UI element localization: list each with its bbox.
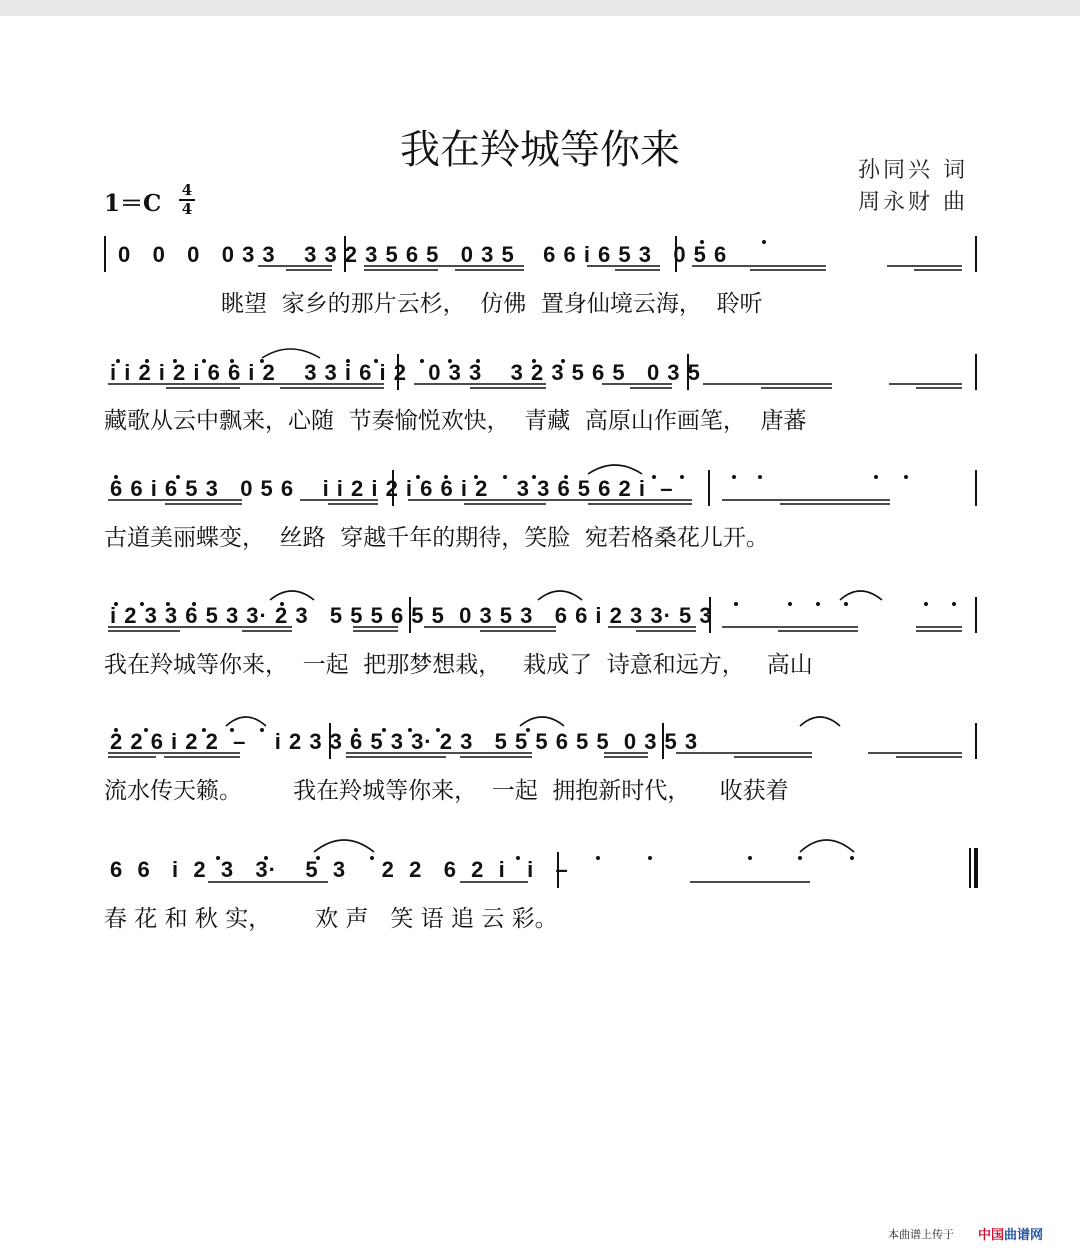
lyrics-line-5: 流水传天籁。 我在羚城等你来， 一起 拥抱新时代， 收获着 [104, 778, 789, 804]
notation-line-1: 0 0 0 0 3 3 3 3 2 3 5 6 5 0 3 5 6 6 i 6 5 3 0 5 6 [118, 242, 728, 267]
site-logo-part-a: 中国 [978, 1228, 1005, 1243]
notation-line-5: 2 2 6 i 2 2 – i 2 3 3 6 5 3 3· 2 3 5 5 5 6 5 5 0 3 5 3 [110, 729, 699, 754]
lyrics-line-1: 眺望 家乡的那片云杉， 仿佛 置身仙境云海， 聆听 [104, 291, 763, 317]
lyrics-line-2: 藏歌从云中飘来，心随 节奏愉悦欢快， 青藏 高原山作画笔， 唐蕃 [104, 408, 807, 434]
key-signature: 1＝C [104, 190, 162, 217]
site-logo[interactable] [978, 1224, 1043, 1243]
lyrics-line-3: 古道美丽蝶变， 丝路 穿越千年的期待，笑脸 宛若格桑花儿开。 [104, 525, 769, 551]
time-signature-bottom: 4 [181, 200, 193, 218]
lyrics-line-6: 春 花 和 秋 实， 欢 声 笑 语 追 云 彩。 [104, 906, 558, 932]
song-title: 我在羚城等你来 [400, 127, 680, 173]
notation-line-2: i i 2 i 2 i 6 6 i 2 3 3 i 6 i 2 0 3 3 3 2 3 5 6 5 0 3 5 [110, 360, 701, 385]
composer-credit: 周永财 曲 [858, 190, 968, 215]
lyrics-line-4: 我在羚城等你来， 一起 把那梦想栽， 栽成了 诗意和远方， 高山 [104, 652, 813, 678]
time-signature-top: 4 [181, 181, 193, 199]
lyricist-credit: 孙同兴 词 [858, 158, 968, 183]
site-logo-part-b: 曲谱网 [1004, 1228, 1044, 1243]
notation-line-3: 6 6 i 6 5 3 0 5 6 i i 2 i 2 i 6 6 i 2 3 3 6 5 6 2 i – [110, 476, 674, 501]
upload-note: 本曲谱上传于 [888, 1228, 954, 1241]
notation-line-6: 6 6 i 2 3 3· 5 3 2 2 6 2 i i – [110, 857, 569, 882]
notation-line-4: i 2 3 3 6 5 3 3· 2 3 5 5 5 6 5 5 0 3 5 3 6 6 i 2 3 3· 5 3 [110, 603, 713, 628]
